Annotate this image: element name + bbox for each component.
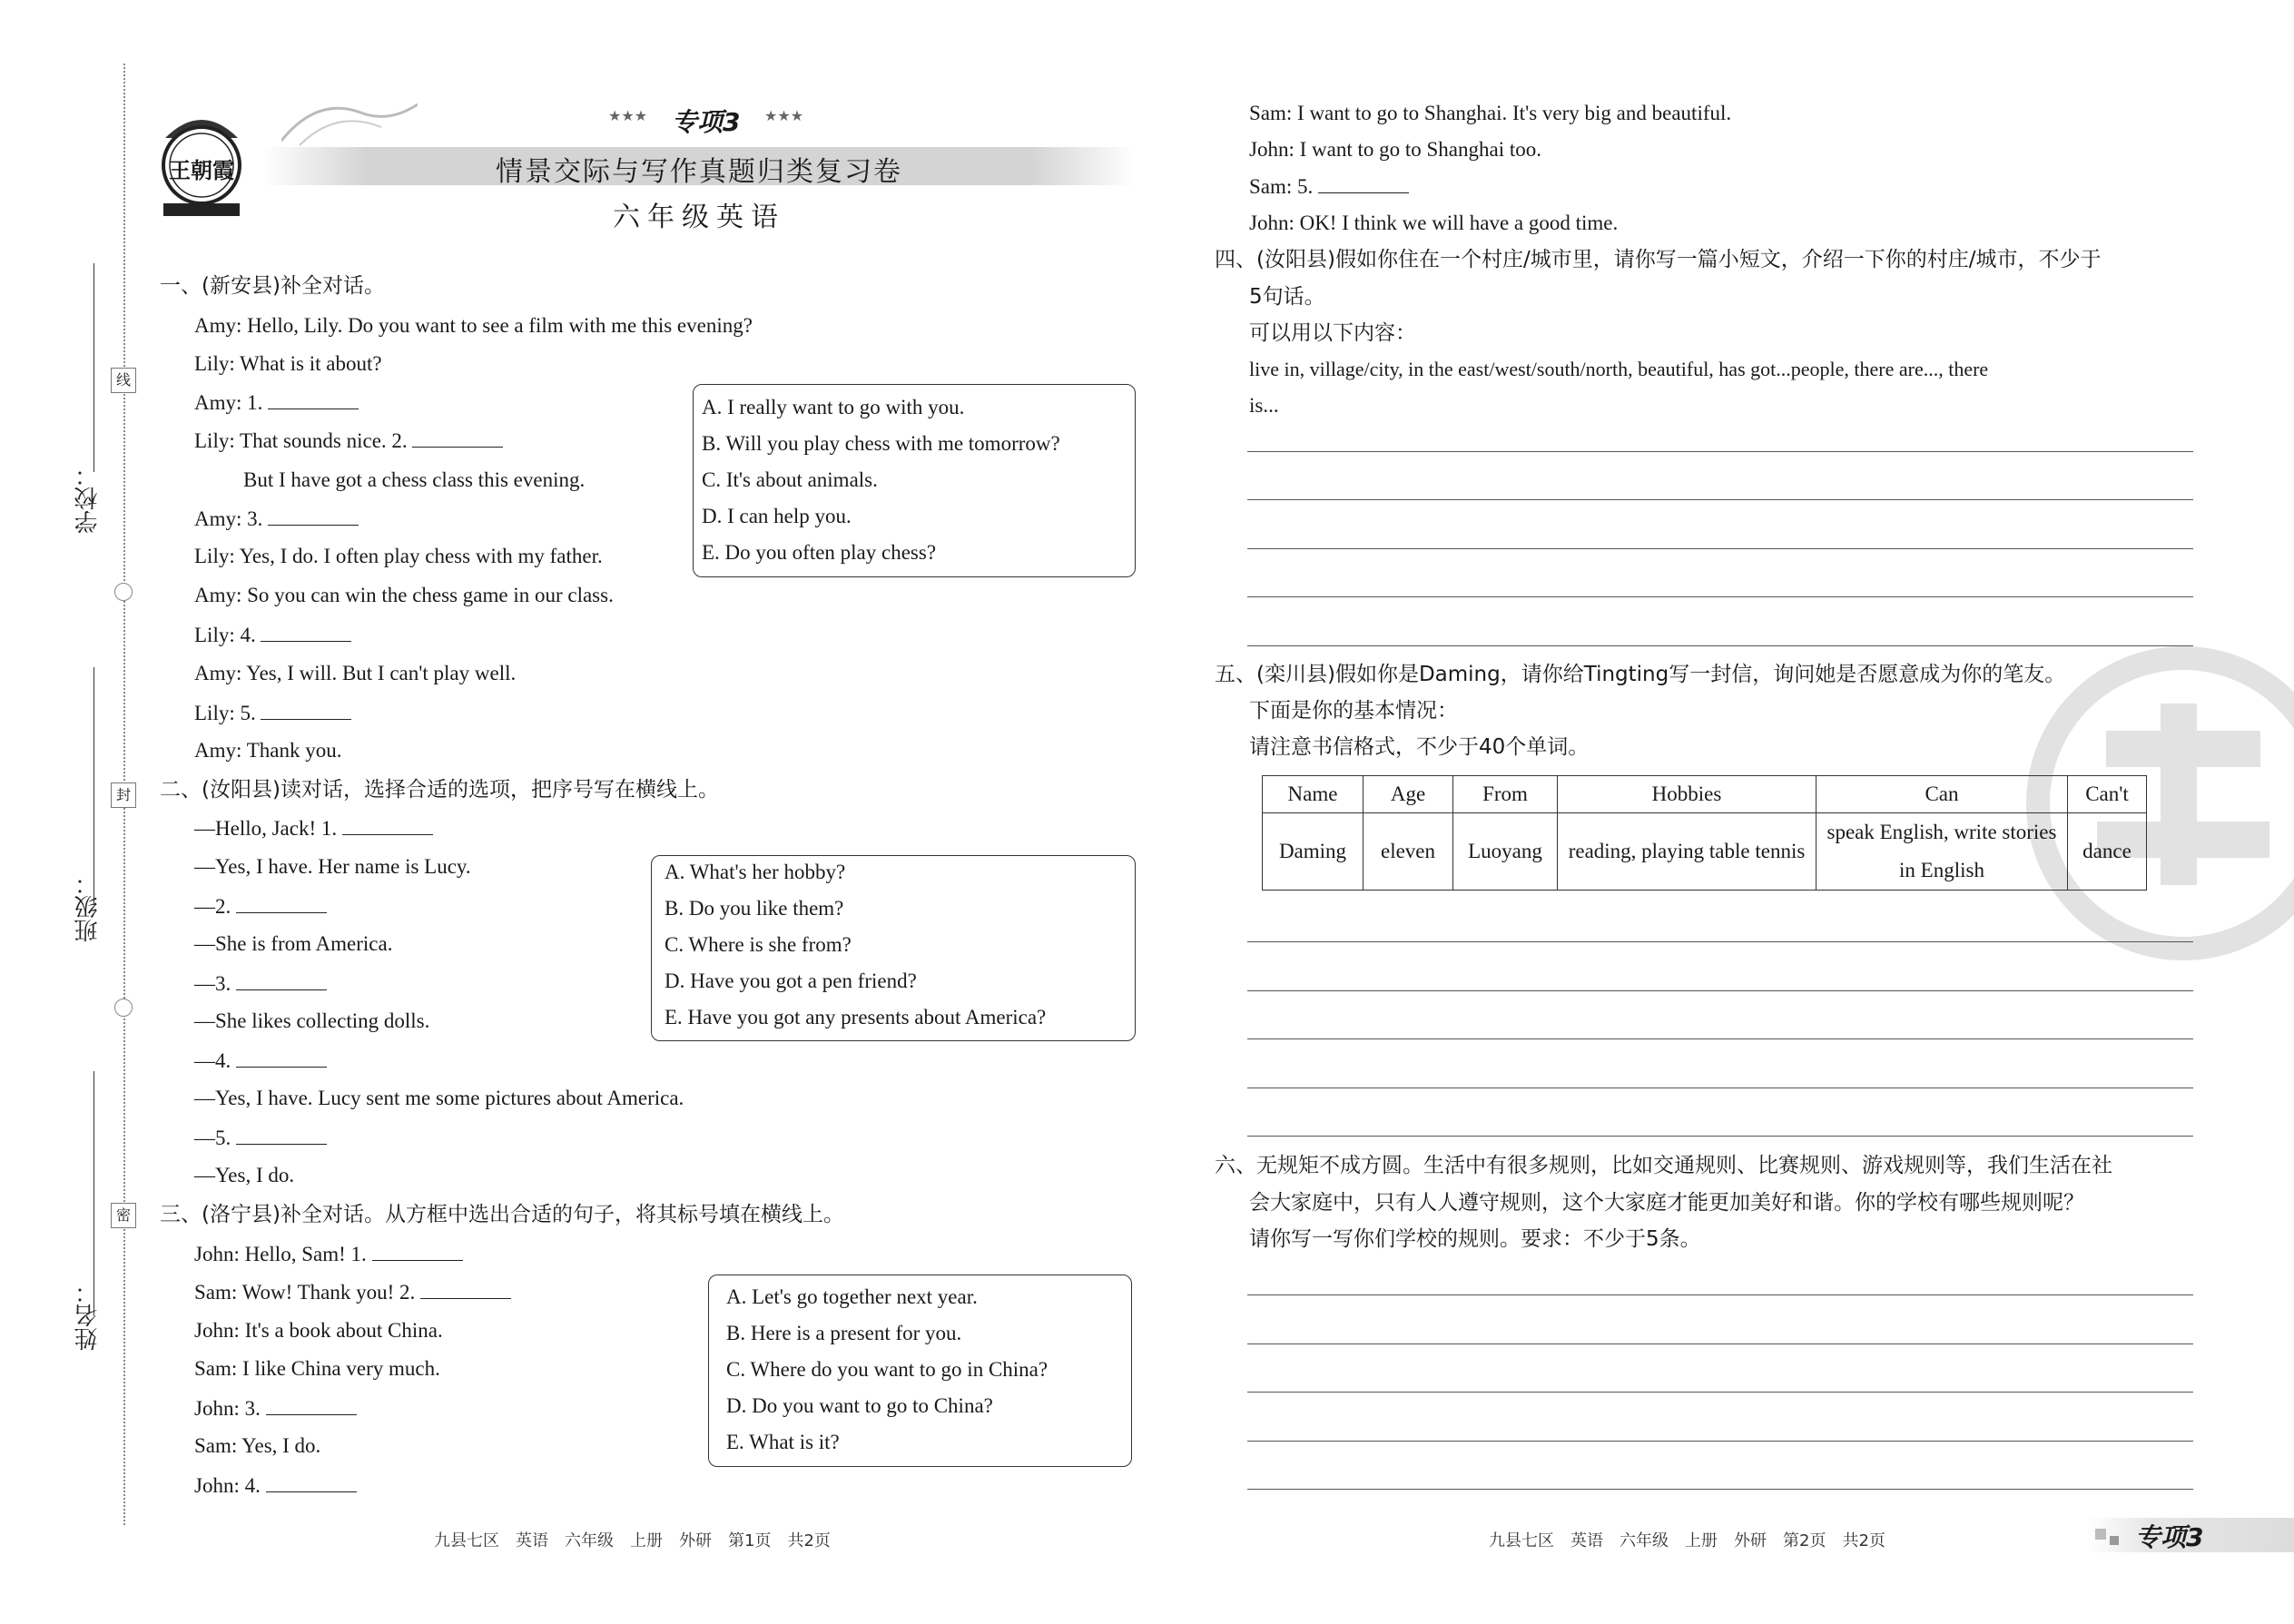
writing-line[interactable] bbox=[1247, 941, 2193, 942]
option-item: C. Where do you want to go in China? bbox=[726, 1358, 1049, 1381]
badge-square-icon bbox=[2095, 1529, 2106, 1540]
section6-heading: 六、无规矩不成方圆。生活中有很多规则，比如交通规则、比赛规则、游戏规则等，我们生活在社 bbox=[1215, 1154, 2112, 1177]
dialog-line: Lily: What is it about? bbox=[194, 352, 382, 375]
dialog-line: John: It's a book about China. bbox=[194, 1319, 443, 1342]
option-item: A. What's her hobby? bbox=[665, 861, 846, 883]
logo-text: 王朝霞 bbox=[169, 158, 234, 183]
section2-heading: 二、(汝阳县)读对话，选择合适的选项，把序号写在横线上。 bbox=[160, 778, 719, 802]
table-header: Name bbox=[1263, 776, 1364, 813]
dialog-line: Amy: So you can win the chess game in our class. bbox=[194, 584, 614, 606]
table-cell: Luoyang bbox=[1453, 813, 1558, 891]
section1-heading: 一、(新安县)补全对话。 bbox=[160, 274, 385, 298]
option-item: B. Here is a present for you. bbox=[726, 1322, 962, 1344]
option-item: D. Do you want to go to China? bbox=[726, 1394, 993, 1417]
section4-heading: 四、(汝阳县)假如你住在一个村庄/城市里，请你写一篇小短文，介绍一下你的村庄/城市，不少于 bbox=[1215, 248, 2102, 271]
dialog-line: But I have got a chess class this evening. bbox=[243, 468, 586, 491]
ribbon-decoration bbox=[281, 95, 418, 150]
option-item: D. Have you got a pen friend? bbox=[665, 969, 917, 992]
answer-blank[interactable] bbox=[266, 1471, 357, 1492]
info-table bbox=[1262, 775, 2147, 891]
dialog-line: Lily: 5. bbox=[194, 702, 256, 724]
series-tag: 专项3 bbox=[672, 107, 741, 137]
writing-line[interactable] bbox=[1247, 1136, 2193, 1137]
dialog-line: John: Hello, Sam! 1. bbox=[194, 1243, 367, 1265]
table-cell: reading, playing table tennis bbox=[1558, 813, 1816, 891]
knot-icon bbox=[114, 583, 133, 601]
answer-blank[interactable] bbox=[420, 1278, 511, 1299]
dialog-line: Sam: I want to go to Shanghai. It's very big and beautiful. bbox=[1249, 102, 1732, 124]
writing-line[interactable] bbox=[1247, 451, 2193, 452]
answer-blank[interactable] bbox=[261, 699, 351, 720]
dialog-line: John: I want to go to Shanghai too. bbox=[1249, 138, 1541, 161]
hint-label: 可以用以下内容： bbox=[1249, 321, 1416, 345]
dialog-line: Sam: 5. bbox=[1249, 175, 1314, 198]
table-cell: eleven bbox=[1364, 813, 1453, 891]
table-cell: speak English, write stories in English bbox=[1816, 813, 2068, 891]
answer-blank[interactable] bbox=[268, 505, 359, 526]
answer-blank[interactable] bbox=[236, 892, 327, 913]
table-cell: Daming bbox=[1263, 813, 1364, 891]
section3-heading: 三、(洛宁县)补全对话。从方框中选出合适的句子，将其标号填在横线上。 bbox=[160, 1203, 844, 1226]
answer-blank[interactable] bbox=[236, 1047, 327, 1068]
option-item: C. It's about animals. bbox=[702, 468, 878, 491]
answer-blank[interactable] bbox=[372, 1240, 463, 1261]
dialog-line: John: OK! I think we will have a good time. bbox=[1249, 212, 1619, 234]
seal-mark-secret: 密 bbox=[111, 1203, 136, 1228]
option-item: B. Do you like them? bbox=[665, 897, 844, 920]
dialog-line: Lily: 4. bbox=[194, 624, 256, 646]
answer-blank[interactable] bbox=[342, 814, 433, 835]
knot-icon bbox=[114, 999, 133, 1017]
dialog-line: Lily: That sounds nice. 2. bbox=[194, 429, 408, 452]
dialog-line: Lily: Yes, I do. I often play chess with my father. bbox=[194, 545, 603, 567]
dialog-line: —Yes, I have. Her name is Lucy. bbox=[194, 855, 471, 878]
logo bbox=[156, 102, 247, 220]
seal-mark-line: 线 bbox=[111, 368, 136, 393]
option-item: D. I can help you. bbox=[702, 505, 852, 527]
answer-blank[interactable] bbox=[412, 427, 503, 448]
page-badge: 专项3 bbox=[2135, 1522, 2204, 1552]
writing-line[interactable] bbox=[1247, 1441, 2193, 1442]
option-item: C. Where is she from? bbox=[665, 933, 852, 956]
table-row bbox=[1263, 813, 2147, 891]
dialog-line: —Yes, I have. Lucy sent me some pictures about America. bbox=[194, 1087, 684, 1109]
answer-blank[interactable] bbox=[268, 389, 359, 409]
dialog-line: —She is from America. bbox=[194, 932, 393, 955]
table-header: From bbox=[1453, 776, 1558, 813]
table-header: Can bbox=[1816, 776, 2068, 813]
badge-square-icon bbox=[2110, 1536, 2119, 1545]
option-item: E. Have you got any presents about America? bbox=[665, 1006, 1047, 1029]
answer-blank[interactable] bbox=[236, 969, 327, 990]
stars-right-icon: ★★★ bbox=[764, 109, 804, 124]
option-item: E. Do you often play chess? bbox=[702, 541, 937, 564]
writing-line[interactable] bbox=[1247, 1343, 2193, 1344]
name-label: 姓名： bbox=[74, 1280, 102, 1351]
dialog-line: —Yes, I do. bbox=[194, 1164, 295, 1186]
option-item: A. I really want to go with you. bbox=[702, 396, 965, 418]
option-item: A. Let's go together next year. bbox=[726, 1285, 978, 1308]
dialog-line: —5. bbox=[194, 1127, 231, 1149]
dialog-line: Amy: 1. bbox=[194, 391, 263, 414]
hint-text: is... bbox=[1249, 394, 1279, 417]
answer-blank[interactable] bbox=[261, 621, 351, 642]
dialog-line: John: 4. bbox=[194, 1474, 261, 1497]
answer-blank[interactable] bbox=[236, 1124, 327, 1145]
page-footer-left: 九县七区 英语 六年级 上册 外研 第1页 共2页 bbox=[434, 1531, 831, 1550]
writing-line[interactable] bbox=[1247, 1294, 2193, 1295]
writing-line[interactable] bbox=[1247, 548, 2193, 549]
table-header: Age bbox=[1364, 776, 1453, 813]
option-item: E. What is it? bbox=[726, 1431, 840, 1453]
section4-heading-cont: 5句话。 bbox=[1249, 285, 1325, 309]
page-title: 情景交际与写作真题归类复习卷 bbox=[496, 156, 902, 188]
writing-line[interactable] bbox=[1247, 596, 2193, 597]
dialog-line: Sam: Yes, I do. bbox=[194, 1434, 321, 1457]
table-cell: dance bbox=[2068, 813, 2147, 891]
table-header-row bbox=[1263, 776, 2147, 813]
school-label: 学校： bbox=[74, 463, 102, 534]
class-label: 班级： bbox=[74, 871, 102, 942]
dialog-line: Amy: Thank you. bbox=[194, 739, 342, 762]
dialog-line: Amy: Yes, I will. But I can't play well. bbox=[194, 662, 517, 684]
dialog-line: —3. bbox=[194, 972, 231, 995]
dialog-line: Amy: Hello, Lily. Do you want to see a film with me this evening? bbox=[194, 314, 753, 337]
writing-line[interactable] bbox=[1247, 1489, 2193, 1490]
page-subtitle: 六年级英语 bbox=[613, 202, 785, 233]
seal-mark-seal: 封 bbox=[111, 782, 136, 808]
writing-line[interactable] bbox=[1247, 990, 2193, 991]
dialog-line: John: 3. bbox=[194, 1397, 261, 1420]
section5-heading: 五、(栾川县)假如你是Daming，请你给Tingting写一封信，询问她是否愿意成为你的笔友。 bbox=[1215, 663, 2066, 686]
writing-line[interactable] bbox=[1247, 499, 2193, 500]
writing-line[interactable] bbox=[1247, 1038, 2193, 1039]
dialog-line: Sam: I like China very much. bbox=[194, 1357, 440, 1380]
section6-text: 会大家庭中，只有人人遵守规则，这个大家庭才能更加美好和谐。你的学校有哪些规则呢？ bbox=[1249, 1191, 2084, 1215]
option-item: B. Will you play chess with me tomorrow? bbox=[702, 432, 1060, 455]
hint-text: live in, village/city, in the east/west/south/north, beautiful, has got...people, there are..., there bbox=[1249, 358, 1989, 380]
dialog-line: —4. bbox=[194, 1049, 231, 1072]
dialog-line: Sam: Wow! Thank you! 2. bbox=[194, 1281, 416, 1304]
writing-line[interactable] bbox=[1247, 1392, 2193, 1393]
stars-left-icon: ★★★ bbox=[608, 109, 648, 124]
section5-intro: 下面是你的基本情况： bbox=[1249, 699, 1458, 723]
dialog-line: Amy: 3. bbox=[194, 507, 263, 530]
table-header: Can't bbox=[2068, 776, 2147, 813]
dialog-line: —Hello, Jack! 1. bbox=[194, 817, 338, 840]
dialog-line: —2. bbox=[194, 895, 231, 918]
section6-text: 请你写一写你们学校的规则。要求：不少于5条。 bbox=[1249, 1227, 1701, 1251]
answer-blank[interactable] bbox=[1318, 172, 1409, 193]
dialog-line: —She likes collecting dolls. bbox=[194, 1009, 430, 1032]
table-header: Hobbies bbox=[1558, 776, 1816, 813]
page-footer-right: 九县七区 英语 六年级 上册 外研 第2页 共2页 bbox=[1489, 1531, 1885, 1550]
section5-note: 请注意书信格式，不少于40个单词。 bbox=[1249, 735, 1590, 759]
answer-blank[interactable] bbox=[266, 1394, 357, 1415]
